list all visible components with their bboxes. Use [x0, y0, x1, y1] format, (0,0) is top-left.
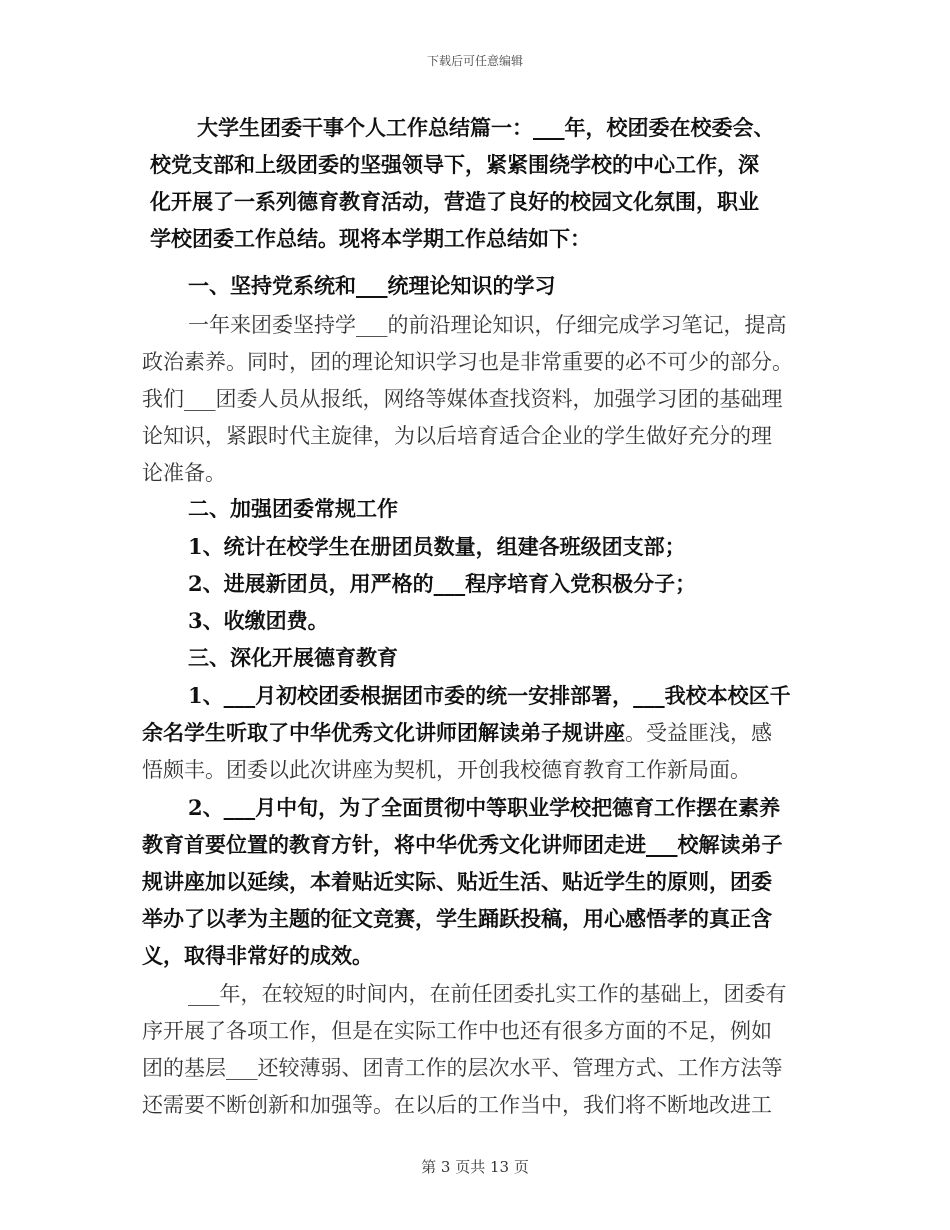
section-3-p2-line-3: 规讲座加以延续，本着贴近实际、贴近生活、贴近学生的原则，团委: [142, 869, 772, 894]
closing-line-1: ___年，在较短的时间内，在前任团委扎实工作的基础上，团委有: [188, 982, 787, 1006]
section-3-p1-bold-text: 余名学生听取了中华优秀文化讲师团解读弟子规讲座: [142, 720, 625, 745]
section-2-item-1: 1、统计在校学生在册团员数量，组建各班级团支部；: [188, 534, 686, 559]
section-2-item-2: 2、进展新团员，用严格的___程序培育入党积极分子；: [188, 571, 697, 596]
page-header: 下载后可任意编辑: [426, 54, 523, 68]
section-3-p2-line-2: 教育首要位置的教育方针，将中华优秀文化讲师团走进___校解读弟子: [142, 832, 783, 857]
section-1-heading: 一、坚持党系统和___统理论知识的学习: [188, 273, 556, 298]
section-3-p1-line-1: 1、___月初校团委根据团市委的统一安排部署，___我校本校区千: [188, 683, 791, 708]
section-3-p2-line-5: 义，取得非常好的成效。: [142, 943, 373, 968]
section-1-line-5: 论准备。: [142, 461, 226, 485]
section-3-p2-line-4: 举办了以孝为主题的征文竞赛，学生踊跃投稿，用心感悟孝的真正含: [142, 906, 772, 931]
closing-line-3: 团的基层___还较薄弱、团青工作的层次水平、管理方式、工作方法等: [142, 1056, 783, 1080]
section-2-heading: 二、加强团委常规工作: [188, 496, 398, 521]
section-3-p1-rest-text: 。受益匪浅，感: [625, 721, 772, 745]
section-3-p1-line-2: [142, 718, 772, 748]
intro-line-2: 校党支部和上级团委的坚强领导下，紧紧围绕学校的中心工作，深: [150, 152, 759, 177]
section-2-item-3: 3、收缴团费。: [188, 608, 329, 633]
closing-line-2: 序开展了各项工作，但是在实际工作中也还有很多方面的不足，例如: [142, 1019, 772, 1043]
section-3-heading: 三、深化开展德育教育: [188, 645, 398, 670]
section-3-p1-line-3: 悟颇丰。团委以此次讲座为契机，开创我校德育教育工作新局面。: [142, 758, 751, 782]
closing-line-4: 还需要不断创新和加强等。在以后的工作当中，我们将不断地改进工: [142, 1093, 772, 1117]
page-footer: 第 3 页共 13 页: [421, 1158, 529, 1176]
section-3-p2-line-1: 2、___月中旬，为了全面贯彻中等职业学校把德育工作摆在素养: [188, 795, 781, 820]
section-1-line-2: 政治素养。同时，团的理论知识学习也是非常重要的必不可少的部分。: [142, 350, 793, 374]
section-1-line-3: 我们___团委人员从报纸，网络等媒体查找资料，加强学习团的基础理: [142, 387, 783, 411]
intro-line-3: 化开展了一系列德育教育活动，营造了良好的校园文化氛围，职业: [150, 189, 759, 214]
section-1-line-1: 一年来团委坚持学___的前沿理论知识，仔细完成学习笔记，提高: [188, 313, 787, 337]
section-1-line-4: 论知识，紧跟时代主旋律，为以后培育适合企业的学生做好充分的理: [142, 424, 772, 448]
intro-line-1: 大学生团委干事个人工作总结篇一：___年，校团委在校委会、: [197, 115, 775, 140]
intro-line-4: 学校团委工作总结。现将本学期工作总结如下：: [150, 226, 591, 251]
